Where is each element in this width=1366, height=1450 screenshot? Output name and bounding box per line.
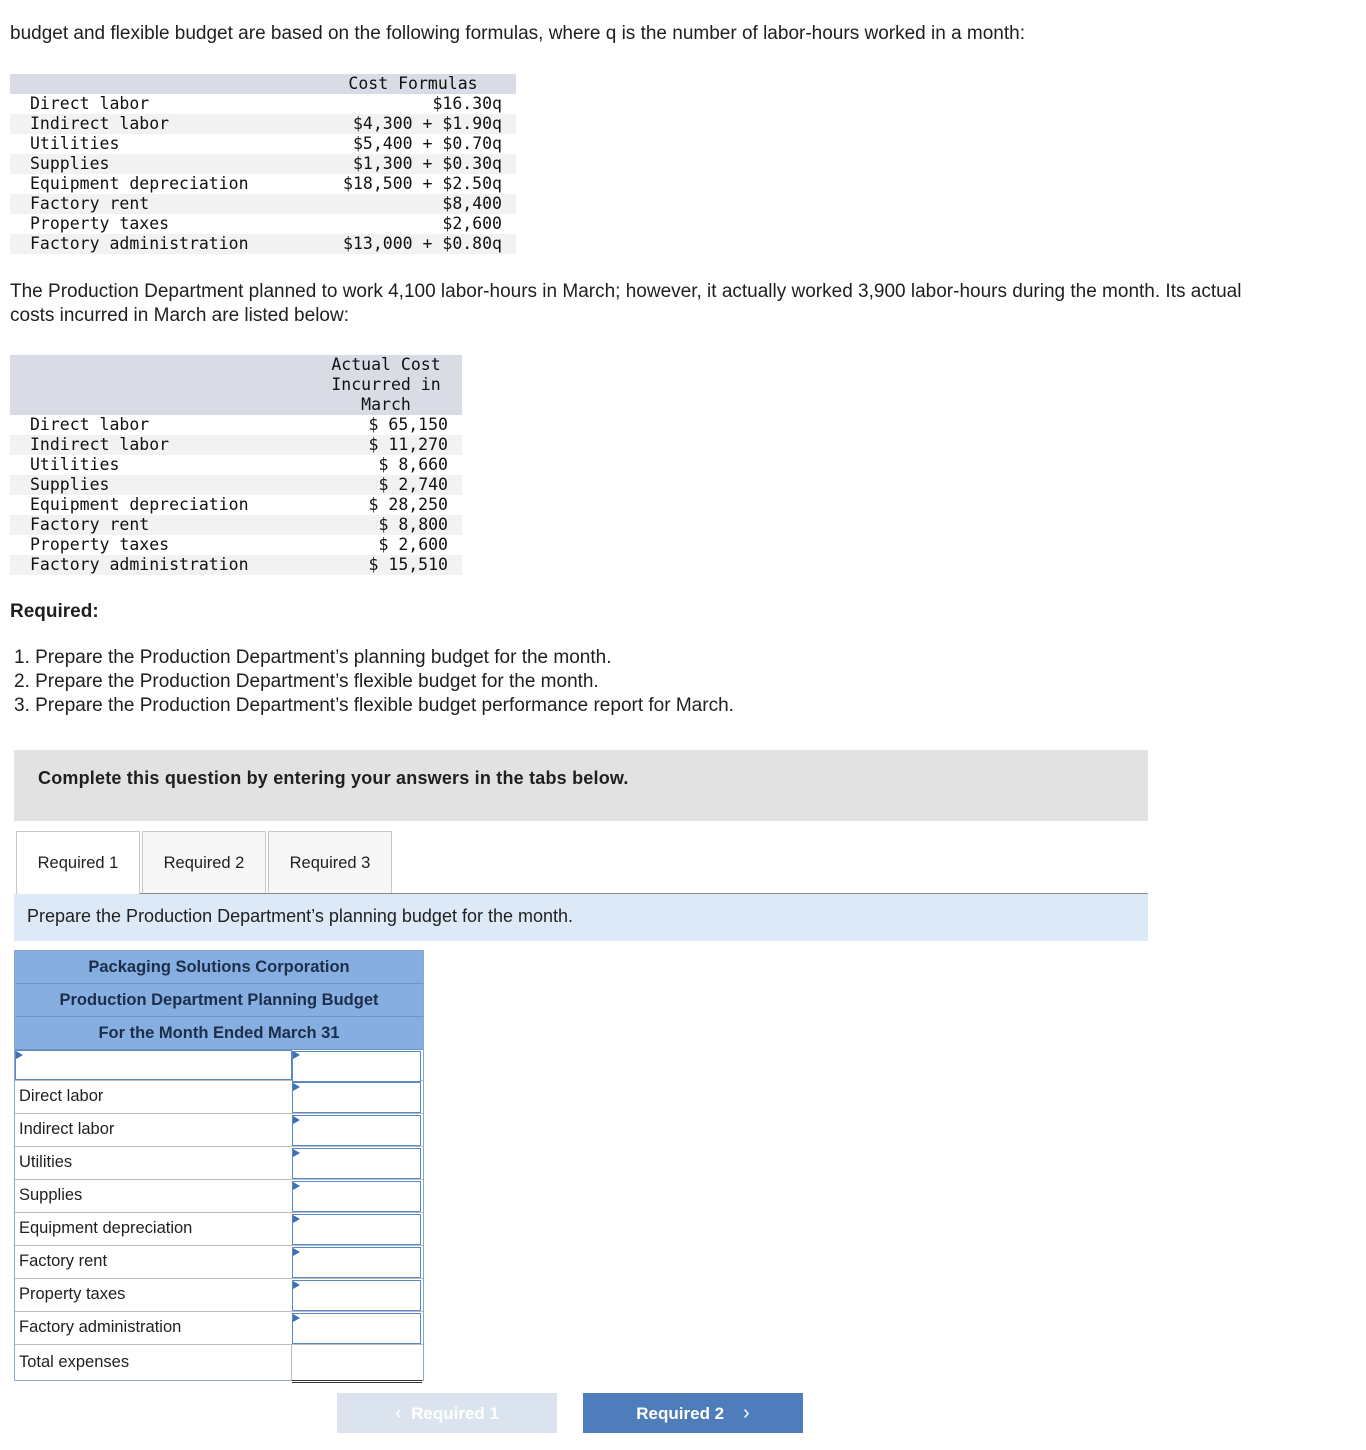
- dropdown-marker-icon: [293, 1215, 300, 1223]
- total-expenses-label: Total expenses: [19, 1353, 130, 1371]
- actual-label: Equipment depreciation: [30, 495, 249, 514]
- formula-label: Factory rent: [10, 194, 310, 214]
- planning-budget-form: [14, 950, 424, 1381]
- budget-row-label: Supplies: [19, 1186, 83, 1204]
- complete-prompt: Complete this question by entering your answers in the tabs below.: [38, 768, 629, 788]
- budget-row: [15, 1213, 423, 1246]
- formula-label: Property taxes: [30, 214, 170, 233]
- budget-row-label: Factory administration: [19, 1318, 182, 1336]
- required-item: 3. Prepare the Production Department’s flexible budget performance report for March.: [14, 695, 734, 716]
- budget-row: [15, 1279, 423, 1312]
- budget-row-label: Direct labor: [19, 1087, 104, 1105]
- formula-value: $18,500 + $2.50q: [343, 174, 502, 193]
- actual-costs-header: Actual Cost Incurred in March: [310, 355, 462, 415]
- formula-value: $16.30q: [432, 94, 502, 113]
- tab-required-3[interactable]: Required 3: [268, 831, 392, 893]
- actual-value: $ 11,270: [310, 435, 462, 455]
- formula-label: Utilities: [30, 134, 120, 153]
- next-button-label: Required 2: [636, 1404, 725, 1423]
- chevron-right-icon: ›: [743, 1402, 750, 1424]
- budget-amount-input[interactable]: [292, 1115, 421, 1146]
- budget-row-label: Utilities: [19, 1153, 73, 1171]
- dropdown-marker-icon: [293, 1051, 300, 1059]
- actual-value: $ 8,660: [378, 455, 448, 474]
- required-item: 2. Prepare the Production Department’s flexible budget for the month.: [14, 671, 599, 692]
- budget-period: For the Month Ended March 31: [15, 1017, 423, 1050]
- budget-company: Packaging Solutions Corporation: [15, 951, 423, 984]
- actual-label: Indirect labor: [10, 435, 310, 455]
- actual-value: $ 28,250: [368, 495, 448, 514]
- actual-value: $ 2,600: [378, 535, 448, 554]
- budget-row-label: Indirect labor: [19, 1120, 115, 1138]
- formula-value: $13,000 + $0.80q: [310, 234, 516, 254]
- required-heading: Required:: [10, 601, 99, 622]
- formula-value: $4,300 + $1.90q: [310, 114, 516, 134]
- cost-formulas-header: Cost Formulas: [310, 74, 516, 94]
- budget-amount-input[interactable]: [292, 1313, 421, 1344]
- actual-value: $ 65,150: [368, 415, 448, 434]
- chevron-left-icon: ‹: [395, 1402, 402, 1424]
- total-expenses-value: [292, 1345, 422, 1383]
- dropdown-marker-icon: [16, 1051, 23, 1059]
- dropdown-marker-icon: [293, 1083, 300, 1091]
- budget-header-row: [15, 1050, 423, 1081]
- required-list: [14, 646, 734, 718]
- actual-label: Factory administration: [10, 555, 310, 575]
- budget-row: [15, 1246, 423, 1279]
- formula-value: $5,400 + $0.70q: [352, 134, 502, 153]
- budget-row-label: Property taxes: [19, 1285, 126, 1303]
- dropdown-marker-icon: [293, 1116, 300, 1124]
- formula-label: Equipment depreciation: [30, 174, 249, 193]
- actual-label: Supplies: [10, 475, 310, 495]
- formula-value: $8,400: [310, 194, 516, 214]
- formula-value: $2,600: [442, 214, 502, 233]
- actual-costs-table: [10, 355, 462, 575]
- planned-hours-paragraph: The Production Department planned to work 4,100 labor-hours in March; however, it actually worked 3,900 labor-hours during the month. Its actual costs incurred in March are listed below:: [10, 281, 1242, 326]
- dropdown-marker-icon: [293, 1314, 300, 1322]
- actual-value: $ 15,510: [310, 555, 462, 575]
- dropdown-marker-icon: [293, 1281, 300, 1289]
- cost-formulas-table: [10, 74, 516, 254]
- required-item: 1. Prepare the Production Department’s planning budget for the month.: [14, 647, 612, 668]
- prev-required-button[interactable]: [337, 1393, 557, 1433]
- budget-row: [15, 1081, 423, 1114]
- next-required-button[interactable]: [583, 1393, 803, 1433]
- formula-label: Supplies: [10, 154, 310, 174]
- actual-label: Property taxes: [30, 535, 170, 554]
- budget-amount-input[interactable]: [292, 1214, 421, 1245]
- formula-label: Indirect labor: [10, 114, 310, 134]
- budget-row: [15, 1180, 423, 1213]
- complete-question-banner: [14, 750, 1148, 821]
- budget-amount-input[interactable]: [292, 1247, 421, 1278]
- prev-button-label: Required 1: [411, 1404, 499, 1423]
- dropdown-marker-icon: [293, 1182, 300, 1190]
- instruction-text: Prepare the Production Department’s planning budget for the month.: [27, 906, 574, 926]
- actual-label: Utilities: [30, 455, 120, 474]
- actual-label: Direct labor: [30, 415, 150, 434]
- budget-amount-input[interactable]: [292, 1280, 421, 1311]
- dropdown-marker-icon: [293, 1149, 300, 1157]
- budget-row: [15, 1312, 423, 1345]
- tab-required-1[interactable]: Required 1: [16, 831, 140, 895]
- dropdown-marker-icon: [293, 1248, 300, 1256]
- budget-title: Production Department Planning Budget: [15, 984, 423, 1017]
- formula-label: Factory administration: [10, 234, 310, 254]
- column-header-input[interactable]: [292, 1051, 421, 1082]
- intro-text: budget and flexible budget are based on the following formulas, where q is the number of labor-hours worked in a month:: [10, 23, 1025, 44]
- formula-value: $1,300 + $0.30q: [310, 154, 516, 174]
- budget-amount-input[interactable]: [292, 1148, 421, 1179]
- instruction-bar: [14, 894, 1148, 941]
- budget-row-label: Equipment depreciation: [19, 1219, 193, 1237]
- actual-label: Factory rent: [10, 515, 310, 535]
- budget-total-row: [15, 1345, 423, 1380]
- budget-row: [15, 1147, 423, 1180]
- tab-required-2[interactable]: Required 2: [142, 831, 266, 893]
- actual-value: $ 8,800: [310, 515, 462, 535]
- budget-amount-input[interactable]: [292, 1082, 421, 1113]
- budget-row: [15, 1114, 423, 1147]
- budget-row-label: Factory rent: [19, 1252, 108, 1270]
- column-label-input[interactable]: [15, 1050, 292, 1080]
- actual-value: $ 2,740: [310, 475, 462, 495]
- formula-label: Direct labor: [30, 94, 150, 113]
- budget-amount-input[interactable]: [292, 1181, 421, 1212]
